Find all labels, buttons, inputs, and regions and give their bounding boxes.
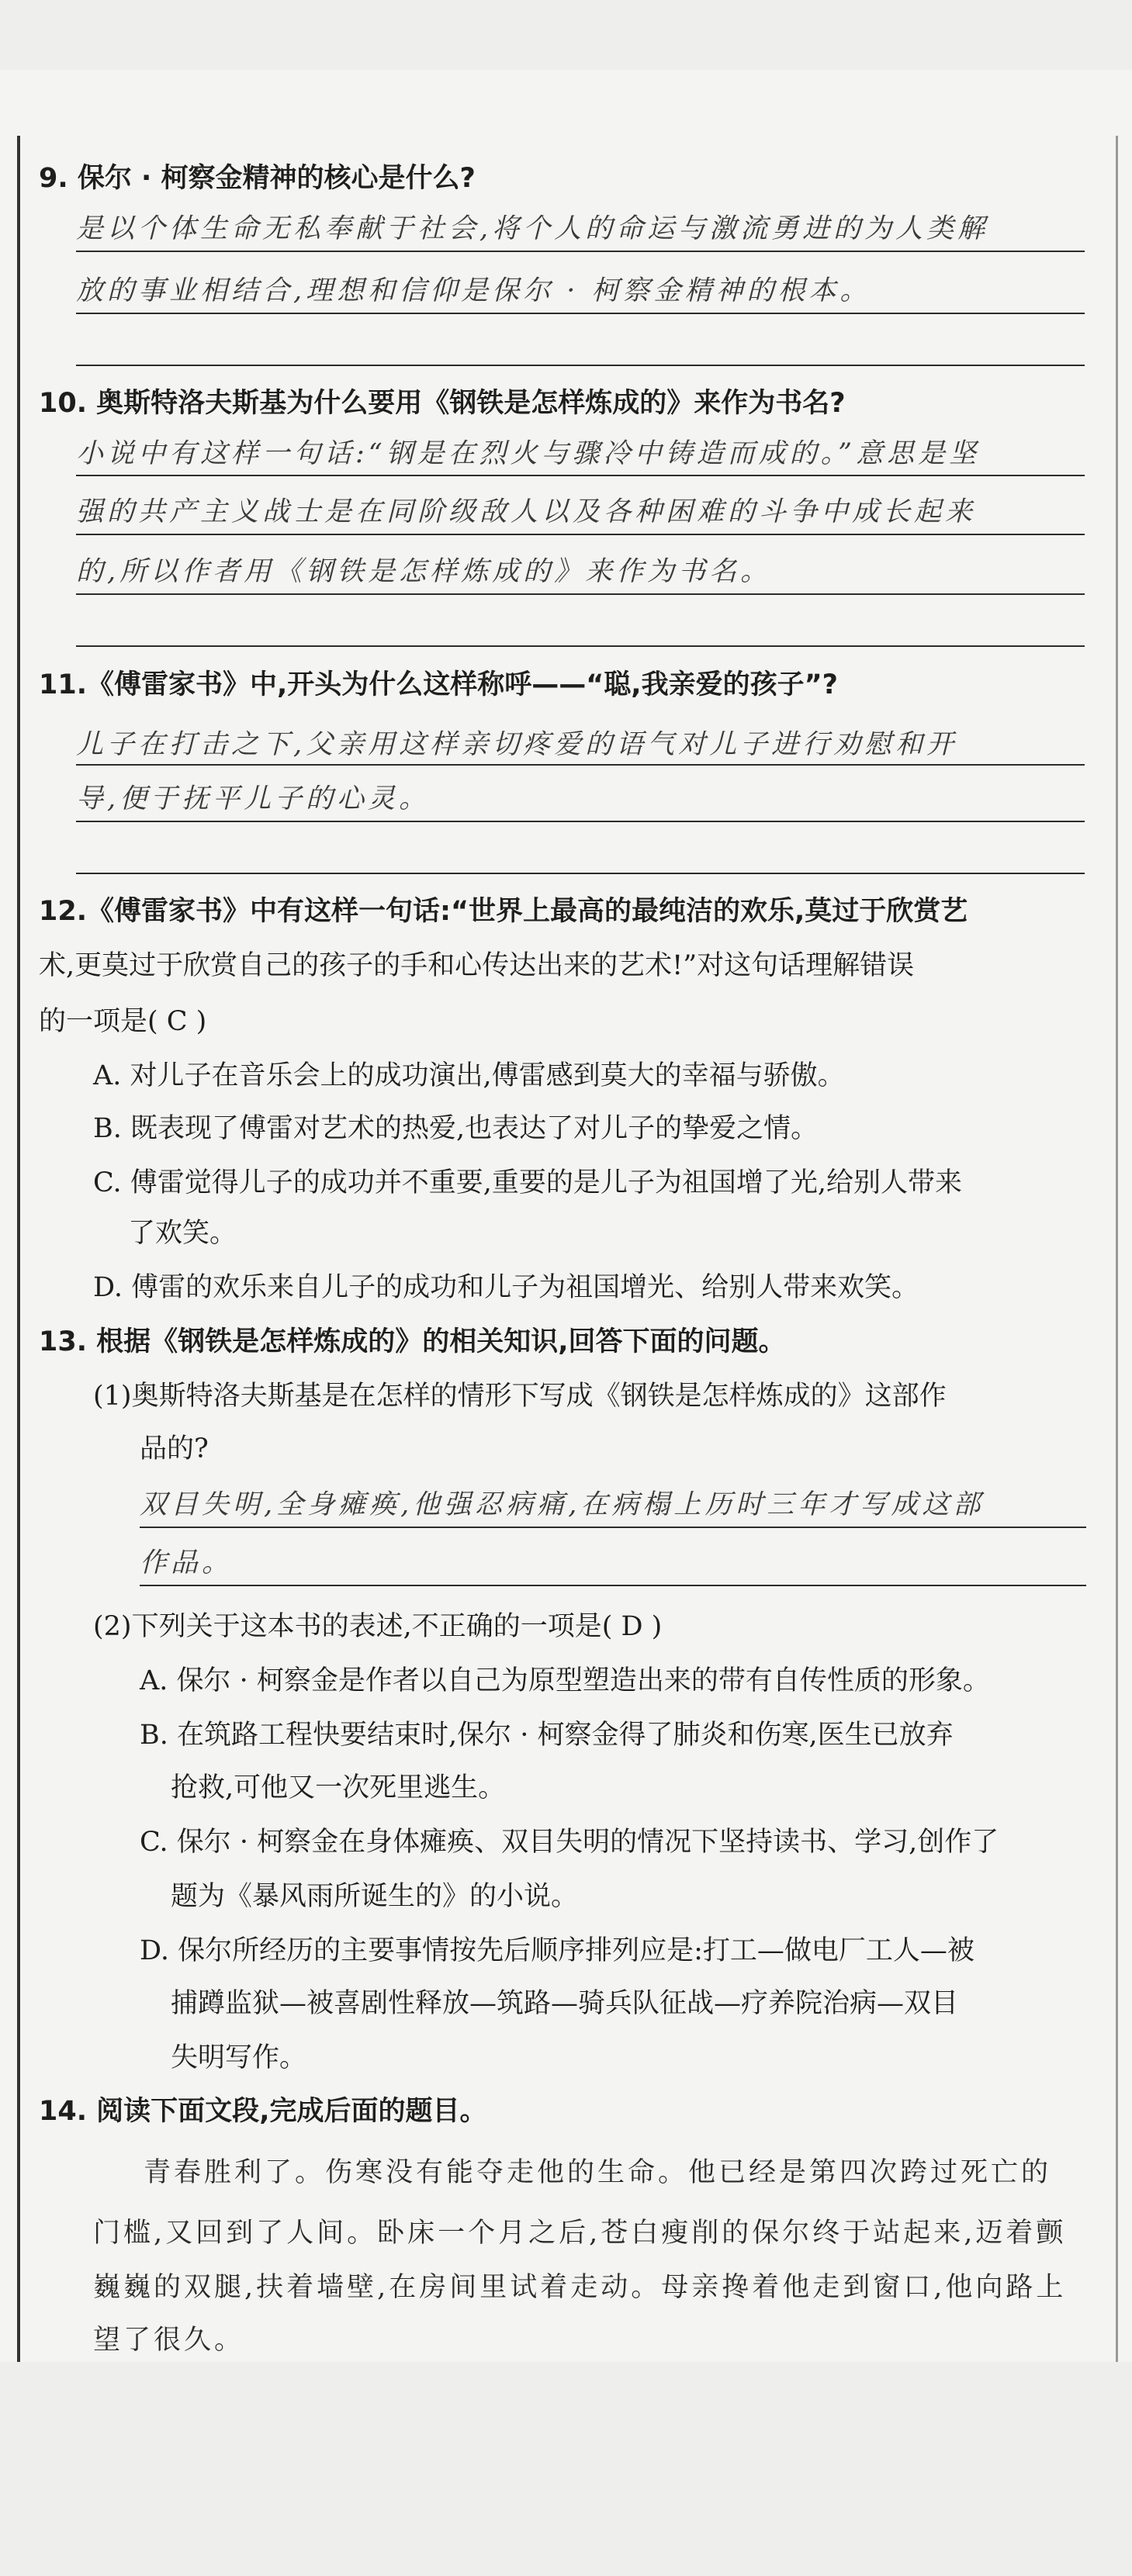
- option-13-d: D. 保尔所经历的主要事情按先后顺序排列应是:打工—做电厂工人—被: [140, 1935, 974, 1966]
- option-13-d-cont-2: 失明写作。: [171, 2042, 307, 2073]
- answer-rule: [140, 1527, 1086, 1528]
- answer-rule: [76, 475, 1085, 476]
- answer-rule: [140, 1585, 1086, 1586]
- answer-rule: [76, 645, 1085, 647]
- answer-rule: [76, 365, 1085, 366]
- option-13-c: C. 保尔 · 柯察金在身体瘫痪、双目失明的情况下坚持读书、学习,创作了: [140, 1827, 999, 1858]
- answer-13-1-line-2: 作品。: [140, 1547, 234, 1578]
- question-12-line-3: 的一项是( C ): [39, 1006, 207, 1037]
- subquestion-13-1-line-1: (1)奥斯特洛夫斯基是在怎样的情形下写成《钢铁是怎样炼成的》这部作: [93, 1381, 947, 1412]
- passage-line-2: 门槛,又回到了人间。卧床一个月之后,苍白瘦削的保尔终于站起来,迈着颤: [93, 2218, 1067, 2249]
- passage-line-3: 巍巍的双腿,扶着墙壁,在房间里试着走动。母亲搀着他走到窗口,他向路上: [93, 2272, 1067, 2303]
- page-top-margin: [0, 0, 1132, 70]
- answer-rule: [76, 313, 1085, 314]
- answer-rule: [76, 764, 1085, 766]
- question-9: 9. 保尔 · 柯察金精神的核心是什么?: [39, 163, 476, 194]
- question-10: 10. 奥斯特洛夫斯基为什么要用《钢铁是怎样炼成的》来作为书名?: [39, 388, 846, 419]
- option-13-c-cont: 题为《暴风雨所诞生的》的小说。: [171, 1881, 579, 1912]
- answer-11-line-1: 儿子在打击之下,父亲用这样亲切疼爱的语气对儿子进行劝慰和开: [76, 729, 958, 760]
- option-13-b: B. 在筑路工程快要结束时,保尔 · 柯察金得了肺炎和伤寒,医生已放弃: [140, 1720, 954, 1751]
- subquestion-13-1-line-2: 品的?: [140, 1433, 209, 1464]
- answer-10-line-3: 的,所以作者用《钢铁是怎样炼成的》来作为书名。: [76, 556, 772, 587]
- question-14: 14. 阅读下面文段,完成后面的题目。: [39, 2096, 487, 2127]
- question-13: 13. 根据《钢铁是怎样炼成的》的相关知识,回答下面的问题。: [39, 1326, 786, 1357]
- answer-rule: [76, 873, 1085, 874]
- answer-rule: [76, 821, 1085, 822]
- option-12-c-cont: 了欢笑。: [128, 1218, 237, 1249]
- option-12-c: C. 傅雷觉得儿子的成功并不重要,重要的是儿子为祖国增了光,给别人带来: [93, 1167, 963, 1198]
- answer-rule: [76, 251, 1085, 252]
- question-12-line-2: 术,更莫过于欣赏自己的孩子的手和心传达出来的艺术!”对这句话理解错误: [39, 950, 915, 981]
- option-13-b-cont: 抢救,可他又一次死里逃生。: [171, 1772, 506, 1803]
- page-bottom-margin: [0, 2362, 1132, 2576]
- answer-11-line-2: 导,便于抚平儿子的心灵。: [76, 783, 431, 814]
- answer-10-line-2: 强的共产主义战士是在同阶级敌人以及各种困难的斗争中成长起来: [76, 496, 977, 527]
- option-12-a: A. 对儿子在音乐会上的成功演出,傅雷感到莫大的幸福与骄傲。: [93, 1060, 845, 1091]
- option-13-d-cont-1: 捕蹲监狱—被喜剧性释放—筑路—骑兵队征战—疗养院治病—双目: [171, 1988, 959, 2019]
- option-12-b: B. 既表现了傅雷对艺术的热爱,也表达了对儿子的挚爱之情。: [93, 1113, 819, 1144]
- answer-13-1-line-1: 双目失明,全身瘫痪,他强忍病痛,在病榻上历时三年才写成这部: [140, 1489, 985, 1520]
- answer-9-line-1: 是以个体生命无私奉献于社会,将个人的命运与激流勇进的为人类解: [76, 213, 989, 244]
- subquestion-13-2: (2)下列关于这本书的表述,不正确的一项是( D ): [93, 1611, 663, 1642]
- option-13-a: A. 保尔 · 柯察金是作者以自己为原型塑造出来的带有自传性质的形象。: [140, 1665, 990, 1696]
- answer-rule: [76, 534, 1085, 535]
- question-12-line-1: 12.《傅雷家书》中有这样一句话:“世界上最高的最纯洁的欢乐,莫过于欣赏艺: [39, 896, 968, 927]
- passage-line-4: 望了很久。: [93, 2325, 245, 2356]
- question-11: 11.《傅雷家书》中,开头为什么这样称呼——“聪,我亲爱的孩子”?: [39, 669, 838, 700]
- answer-10-line-1: 小说中有这样一句话:“钢是在烈火与骤冷中铸造而成的。”意思是坚: [76, 438, 981, 469]
- answer-9-line-2: 放的事业相结合,理想和信仰是保尔 · 柯察金精神的根本。: [76, 275, 871, 306]
- right-margin-line: [1116, 136, 1118, 2362]
- passage-line-1: 青春胜利了。伤寒没有能夺走他的生命。他已经是第四次跨过死亡的: [144, 2157, 1052, 2188]
- option-12-d: D. 傅雷的欢乐来自儿子的成功和儿子为祖国增光、给别人带来欢笑。: [93, 1272, 919, 1303]
- left-margin-line: [17, 136, 20, 2362]
- answer-rule: [76, 593, 1085, 595]
